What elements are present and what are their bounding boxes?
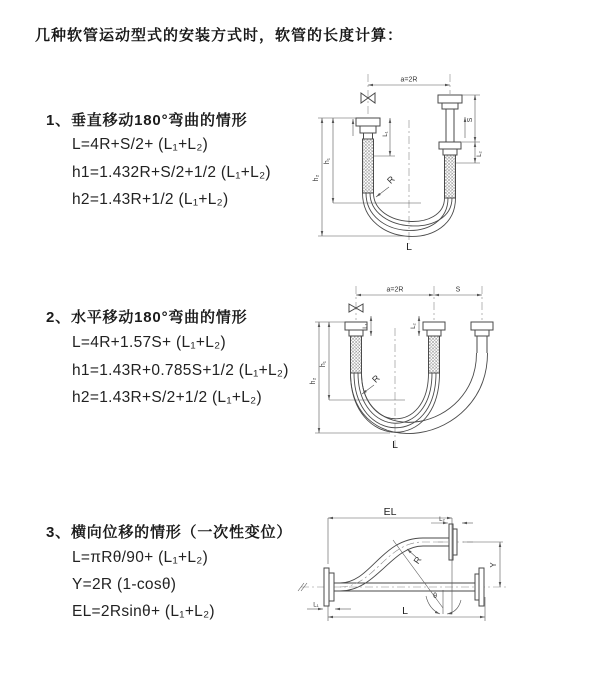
radius-label: R [370,373,382,385]
braided-hose-section [429,336,440,373]
braided-hose-section [351,336,362,373]
dim-label-l2: L₂ [439,516,445,523]
braided-hose-section [363,139,374,193]
radius-label: R [411,554,424,566]
dim-label-a2r: a=2R [400,76,418,84]
diagram-horizontal-180-bend [305,278,600,473]
section-1-formula-h2: h2=1.43R+1/2 (L₁+L₂) [72,191,229,208]
dim-label-l: L [402,605,408,617]
dim-label-l1: L₁ [362,323,369,329]
dim-label-s: S [455,286,461,294]
upper-fitting [449,524,457,560]
right-fitting [438,95,462,198]
dim-label-a2r: a=2R [386,286,404,294]
radius-leader [407,549,416,557]
page-title: 几种软管运动型式的安装方式时，软管的长度计算： [35,27,404,44]
center-fitting [423,322,445,373]
dim-label-l1: L₁ [313,601,319,609]
diagram-vertical-180-bend [305,68,595,258]
section-3-formula-Y: Y=2R (1-cosθ) [72,576,177,593]
radius-label: R [385,174,397,186]
diagram-lateral-displacement [295,502,515,632]
section-3-formula-EL: EL=2Rsinθ+ (L₁+L₂) [72,603,215,620]
dim-label-h2: h₂ [313,174,320,182]
length-label: L [406,241,412,253]
dim-label-h2: h₂ [310,377,317,385]
length-label: L [392,439,398,451]
section-1-formula-L: L=4R+S/2+ (L₁+L₂) [72,136,209,153]
dim-label-s: S [467,117,474,123]
hose-u-bend [363,193,456,236]
braided-hose-section [445,155,456,198]
dim-label-el: EL [383,506,397,518]
dim-label-l2: L₂ [476,151,483,157]
dim-label-h1: h₁ [320,360,327,368]
left-fitting [356,118,380,193]
radius-leader [376,187,389,197]
right-fitting [471,322,493,353]
section-2-heading: 2、水平移动180°弯曲的情形 [46,309,248,326]
section-2-formula-L: L=4R+1.57S+ (L₁+L₂) [72,334,226,351]
dim-label-h1: h₁ [324,157,331,165]
section-3-heading: 3、横向位移的情形（一次性变位） [46,524,293,541]
angle-arc [447,600,461,614]
section-2-formula-h1: h1=1.43R+0.785S+1/2 (L₁+L₂) [72,362,289,379]
section-1-heading: 1、垂直移动180°弯曲的情形 [46,112,248,129]
section-1-formula-h1: h1=1.432R+S/2+1/2 (L₁+L₂) [72,164,271,181]
dim-label-l1: L₁ [382,131,389,137]
dim-label-y: Y [489,562,498,568]
hose-u-bend-displaced [351,353,488,434]
angle-label: θ [433,593,437,600]
section-3-formula-L: L=πRθ/90+ (L₁+L₂) [72,549,209,566]
section-2-formula-h2: h2=1.43R+S/2+1/2 (L₁+L₂) [72,389,262,406]
dim-label-l2: L₂ [410,323,417,329]
right-fitting [475,568,484,606]
